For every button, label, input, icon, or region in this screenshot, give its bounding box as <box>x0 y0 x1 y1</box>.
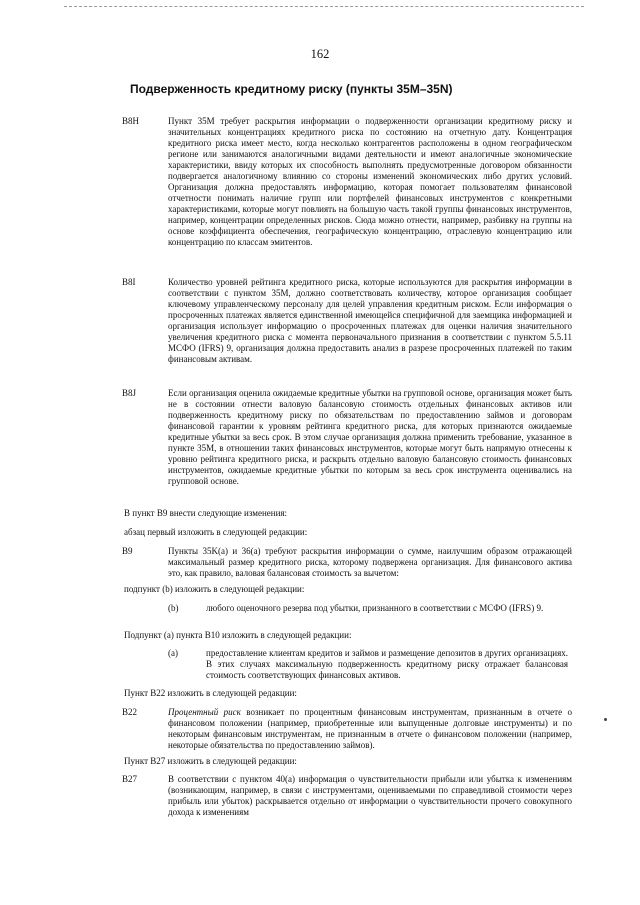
scan-mark <box>604 718 607 721</box>
instruction-b9-first: абзац первый изложить в следующей редакции: <box>124 527 308 537</box>
instruction-b9b: подпункт (b) изложить в следующей редакции: <box>124 584 305 594</box>
paragraph-code: B9 <box>122 546 133 556</box>
paragraph-code: B27 <box>122 774 138 784</box>
paragraph-text: Пункт 35M требует раскрытия информации о подверженности организации кредитному риску и значительных концентрациях кредитного риска по состоянию на отчетную дату. Концентрация кредитного риска имеет место, когда несколько контрагентов расположены в одном географическом регионе или занимаются аналогичными видами деятельности и имеют аналогичные экономические характеристики, ввиду которых их способность выполнять предусмотренные договором обязанности подвергается аналогичному влиянию со стороны изменений экономических либо других условий. Организация должна предоставлять информацию, которая помогает пользователям финансовой отчетности понимать наличие групп или портфелей финансовых инструментов с конкретными характеристиками, которые могут повлиять на большую часть такой группы финансовых инструментов, например, концентрации определенных рисков. Сюда можно отнести, например, разбивку на группы на основе коэффициента обеспечения, географическую концентрацию, отраслевую концентрацию или концентрацию по классам эмитентов. <box>168 116 572 247</box>
instruction-b27: Пункт B27 изложить в следующей редакции: <box>124 756 297 766</box>
paragraph-text <box>168 707 572 751</box>
scan-edge-line <box>64 6 584 8</box>
subparagraph-text: любого оценочного резерва под убытки, признанного в соответствии с МСФО (IFRS) 9. <box>206 603 544 613</box>
paragraph-text-body: возникает по процентным финансовым инструментам, признанным в отчете о финансовом положении (например, приобретенные или выпущенные долговые инструменты) и по некоторым финансовым инструментам, не признанным в отчете о финансовом положении (например, некоторые обязательства по предоставлению займов). <box>168 707 573 750</box>
subparagraph-text: предоставление клиентам кредитов и займов и размещение депозитов в других организациях. В этих случаях максимальную подверженность кредитному риску отражает балансовая стоимость соответствующих финансовых активов. <box>206 648 568 680</box>
paragraph-code: B8I <box>122 277 136 287</box>
defined-term: Процентный риск <box>168 707 241 717</box>
instruction-b22: Пункт B22 изложить в следующей редакции: <box>124 688 297 698</box>
paragraph-code: B22 <box>122 707 138 717</box>
paragraph-code: B8J <box>122 388 137 398</box>
paragraph-text: Пункты 35K(a) и 36(a) требуют раскрытия информации о сумме, наилучшим образом отражающей максимальный размер кредитного риска, которому подвержена организация. Для финансового актива это, как правило, валовая балансовая стоимость за вычетом: <box>168 546 572 578</box>
subparagraph-mark: (a) <box>168 648 178 658</box>
paragraph-text: Количество уровней рейтинга кредитного риска, которые используются для раскрытия информации в соответствии с пунктом 35M, должно соответствовать количеству, которое организация сообщает ключевому управленческому персоналу для целей управления кредитным риском. Если информация о просроченных платежах является единственной имеющейся специфичной для заемщика информацией и организация использует информацию о просроченных платежах для оценки наличия значительного увеличения кредитного риска с момента первоначального признания в соответствии с пунктом 5.5.11 МСФО (IFRS) 9, организация должна предоставить анализ в разрезе просроченных платежей по таким финансовым активам. <box>168 277 572 364</box>
paragraph-code: B8H <box>122 116 140 126</box>
paragraph-text: Если организация оценила ожидаемые кредитные убытки на групповой основе, организация может быть не в состоянии отнести валовую балансовую стоимость отдельных финансовых активов или подверженность кредитному риску по обязательствам по предоставлению займов и договорам финансовой гарантии к уровням рейтинга кредитного риска, для которых признаются ожидаемые кредитные убытки за весь срок. В этом случае организация должна применить требование, указанное в пункте 35M, в отношении таких финансовых инструментов, которые могут быть напрямую отнесены к уровню рейтинга кредитного риска, и раскрыть отдельно валовую балансовую стоимость финансовых инструментов, ожидаемые кредитные убытки по которым за весь срок инструмента оценивались на групповой основе. <box>168 388 572 486</box>
section-title: Подверженность кредитному риску (пункты 35M–35N) <box>130 82 453 96</box>
subparagraph-mark: (b) <box>168 603 179 613</box>
page-number: 162 <box>310 47 330 61</box>
instruction-b9-intro: В пункт B9 внести следующие изменения: <box>124 508 288 518</box>
instruction-b10: Подпункт (a) пункта B10 изложить в следующей редакции: <box>124 630 352 640</box>
paragraph-text: В соответствии с пунктом 40(а) информация о чувствительности прибыли или убытка к изменениям (возникающим, например, в связи с инструментами, оцениваемыми по справедливой стоимости через прибыль или убыток) раскрывается отдельно от информации о чувствительности прочего совокупного дохода к изменениям <box>168 774 572 817</box>
